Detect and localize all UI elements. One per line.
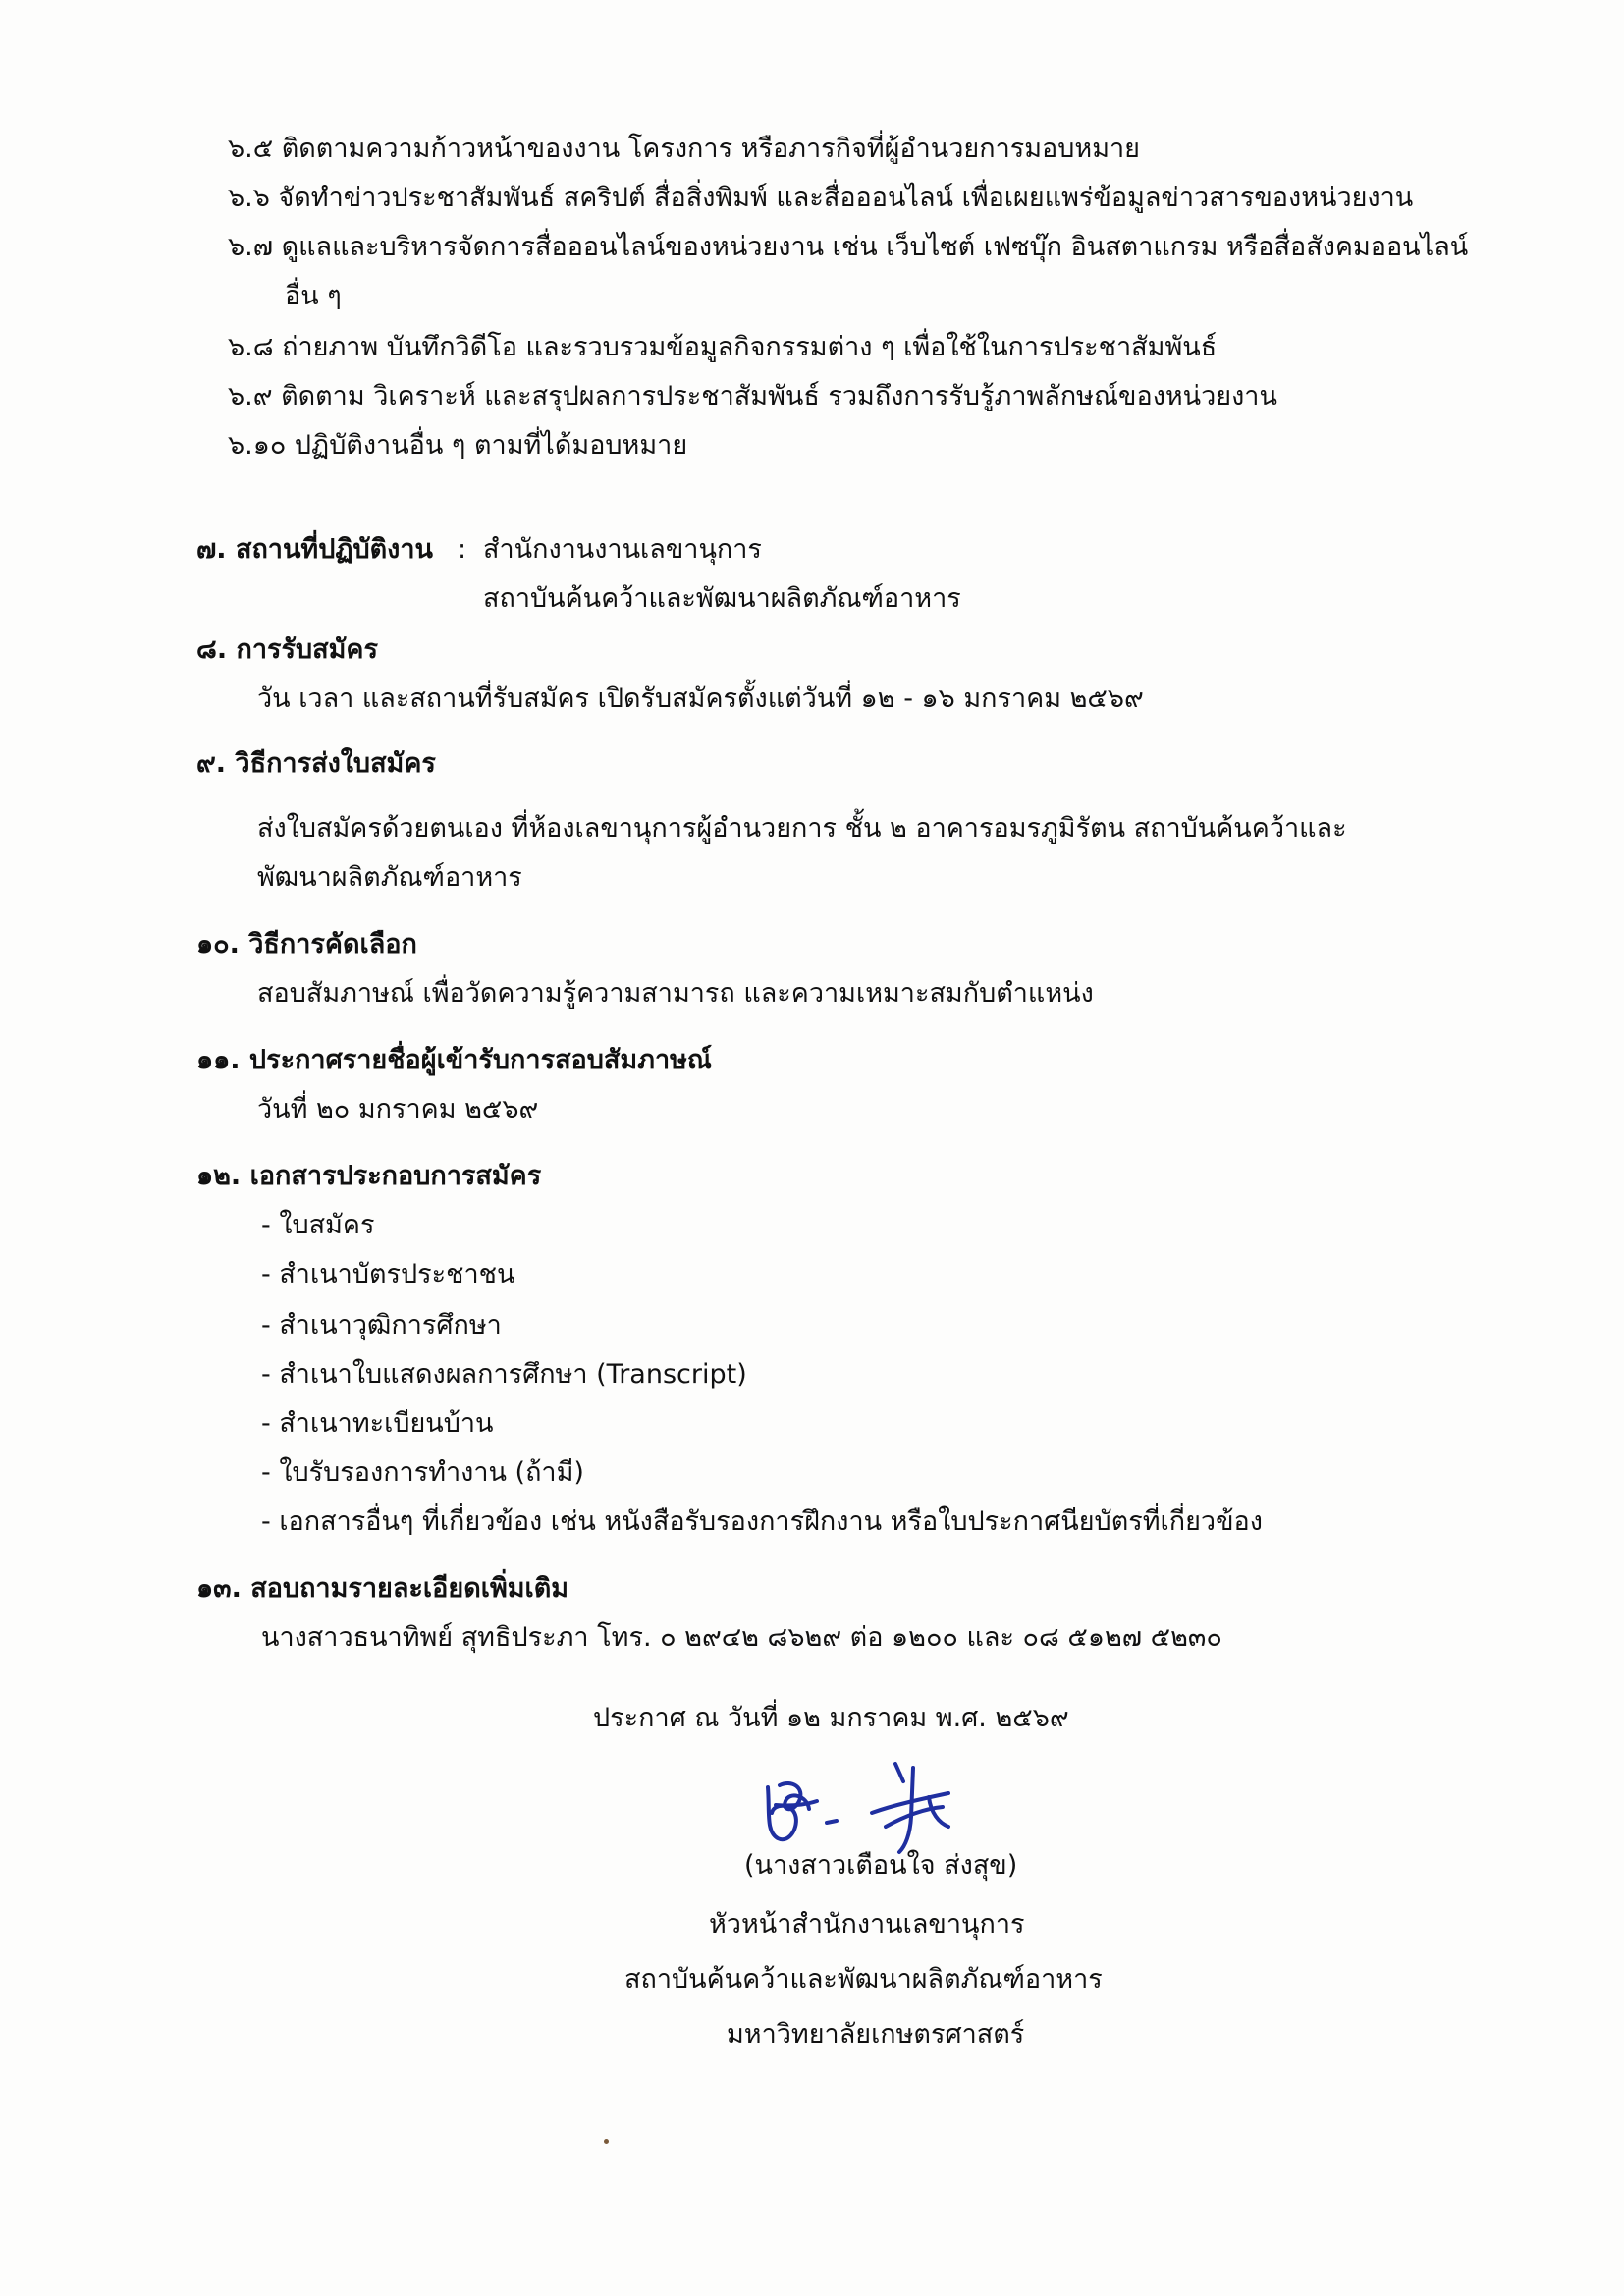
signer-position: หัวหน้าสำนักงานเลขานุการ	[709, 1909, 1025, 1940]
section-10-heading: ๑๐. วิธีการคัดเลือก	[196, 929, 417, 959]
duty-6-6: ๖.๖ จัดทำข่าวประชาสัมพันธ์ สคริปต์ สื่อสิ่งพิมพ์ และสื่อออนไลน์ เพื่อเผยแพร่ข้อมูลข่าวสารของหน่วยงาน	[228, 183, 1414, 213]
signer-name: (นางสาวเตือนใจ ส่งสุข)	[744, 1850, 1018, 1881]
duty-6-7: ๖.๗ ดูแลและบริหารจัดการสื่อออนไลน์ของหน่วยงาน เช่น เว็บไซต์ เฟซบุ๊ก อินสตาแกรม หรือสื่อสังคมออนไลน์	[228, 232, 1469, 262]
section-10-text: สอบสัมภาษณ์ เพื่อวัดความรู้ความสามารถ และความเหมาะสมกับตำแหน่ง	[257, 978, 1094, 1009]
section-12-heading: ๑๒. เอกสารประกอบการสมัคร	[196, 1161, 542, 1191]
section-7-line-2: สถาบันค้นคว้าและพัฒนาผลิตภัณฑ์อาหาร	[483, 583, 961, 614]
signature-image	[756, 1758, 992, 1856]
section-7-colon: :	[458, 534, 467, 565]
signer-university: มหาวิทยาลัยเกษตรศาสตร์	[727, 2019, 1025, 2050]
document-item: - ใบรับรองการทำงาน (ถ้ามี)	[261, 1457, 584, 1488]
scan-speck	[604, 2139, 609, 2144]
duty-6-7-continuation: อื่น ๆ	[285, 281, 342, 311]
section-9-heading: ๙. วิธีการส่งใบสมัคร	[196, 748, 436, 779]
section-9-line-1: ส่งใบสมัครด้วยตนเอง ที่ห้องเลขานุการผู้อำนวยการ ชั้น ๒ อาคารอมรภูมิรัตน สถาบันค้นคว้าและ	[257, 813, 1347, 844]
document-item: - เอกสารอื่นๆ ที่เกี่ยวข้อง เช่น หนังสือรับรองการฝึกงาน หรือใบประกาศนียบัตรที่เกี่ยวข้อง	[261, 1506, 1263, 1537]
section-7-line-1: สำนักงานงานเลขานุการ	[483, 534, 762, 565]
document-item: - ใบสมัคร	[261, 1210, 375, 1240]
duty-6-8: ๖.๘ ถ่ายภาพ บันทึกวิดีโอ และรวบรวมข้อมูลกิจกรรมต่าง ๆ เพื่อใช้ในการประชาสัมพันธ์	[228, 332, 1218, 362]
section-8-heading: ๘. การรับสมัคร	[196, 634, 378, 665]
section-9-line-2: พัฒนาผลิตภัณฑ์อาหาร	[257, 862, 522, 893]
announcement-date: ประกาศ ณ วันที่ ๑๒ มกราคม พ.ศ. ๒๕๖๙	[593, 1703, 1069, 1733]
section-13-heading: ๑๓. สอบถามรายละเอียดเพิ่มเติม	[196, 1573, 569, 1604]
duty-6-10: ๖.๑๐ ปฏิบัติงานอื่น ๆ ตามที่ได้มอบหมาย	[228, 430, 688, 461]
section-7-heading: ๗. สถานที่ปฏิบัติงาน	[196, 534, 433, 565]
document-item: - สำเนาทะเบียนบ้าน	[261, 1408, 494, 1439]
section-8-text: วัน เวลา และสถานที่รับสมัคร เปิดรับสมัครตั้งแต่วันที่ ๑๒ - ๑๖ มกราคม ๒๕๖๙	[257, 683, 1144, 714]
section-13-contact: นางสาวธนาทิพย์ สุทธิประภา โทร. ๐ ๒๙๔๒ ๘๖๒๙ ต่อ ๑๒๐๐ และ ๐๘ ๕๑๒๗ ๕๒๓๐	[261, 1622, 1222, 1653]
section-11-heading: ๑๑. ประกาศรายชื่อผู้เข้ารับการสอบสัมภาษณ์	[196, 1045, 712, 1075]
duty-6-9: ๖.๙ ติดตาม วิเคราะห์ และสรุปผลการประชาสัมพันธ์ รวมถึงการรับรู้ภาพลักษณ์ของหน่วยงาน	[228, 381, 1277, 411]
section-11-text: วันที่ ๒๐ มกราคม ๒๕๖๙	[257, 1094, 539, 1124]
duty-6-5: ๖.๕ ติดตามความก้าวหน้าของงาน โครงการ หรือภารกิจที่ผู้อำนวยการมอบหมาย	[228, 134, 1140, 164]
document-item: - สำเนาวุฒิการศึกษา	[261, 1310, 502, 1340]
document-item: - สำเนาใบแสดงผลการศึกษา (Transcript)	[261, 1359, 747, 1390]
signer-organization: สถาบันค้นคว้าและพัฒนาผลิตภัณฑ์อาหาร	[624, 1964, 1103, 1995]
document-item: - สำเนาบัตรประชาชน	[261, 1259, 515, 1289]
